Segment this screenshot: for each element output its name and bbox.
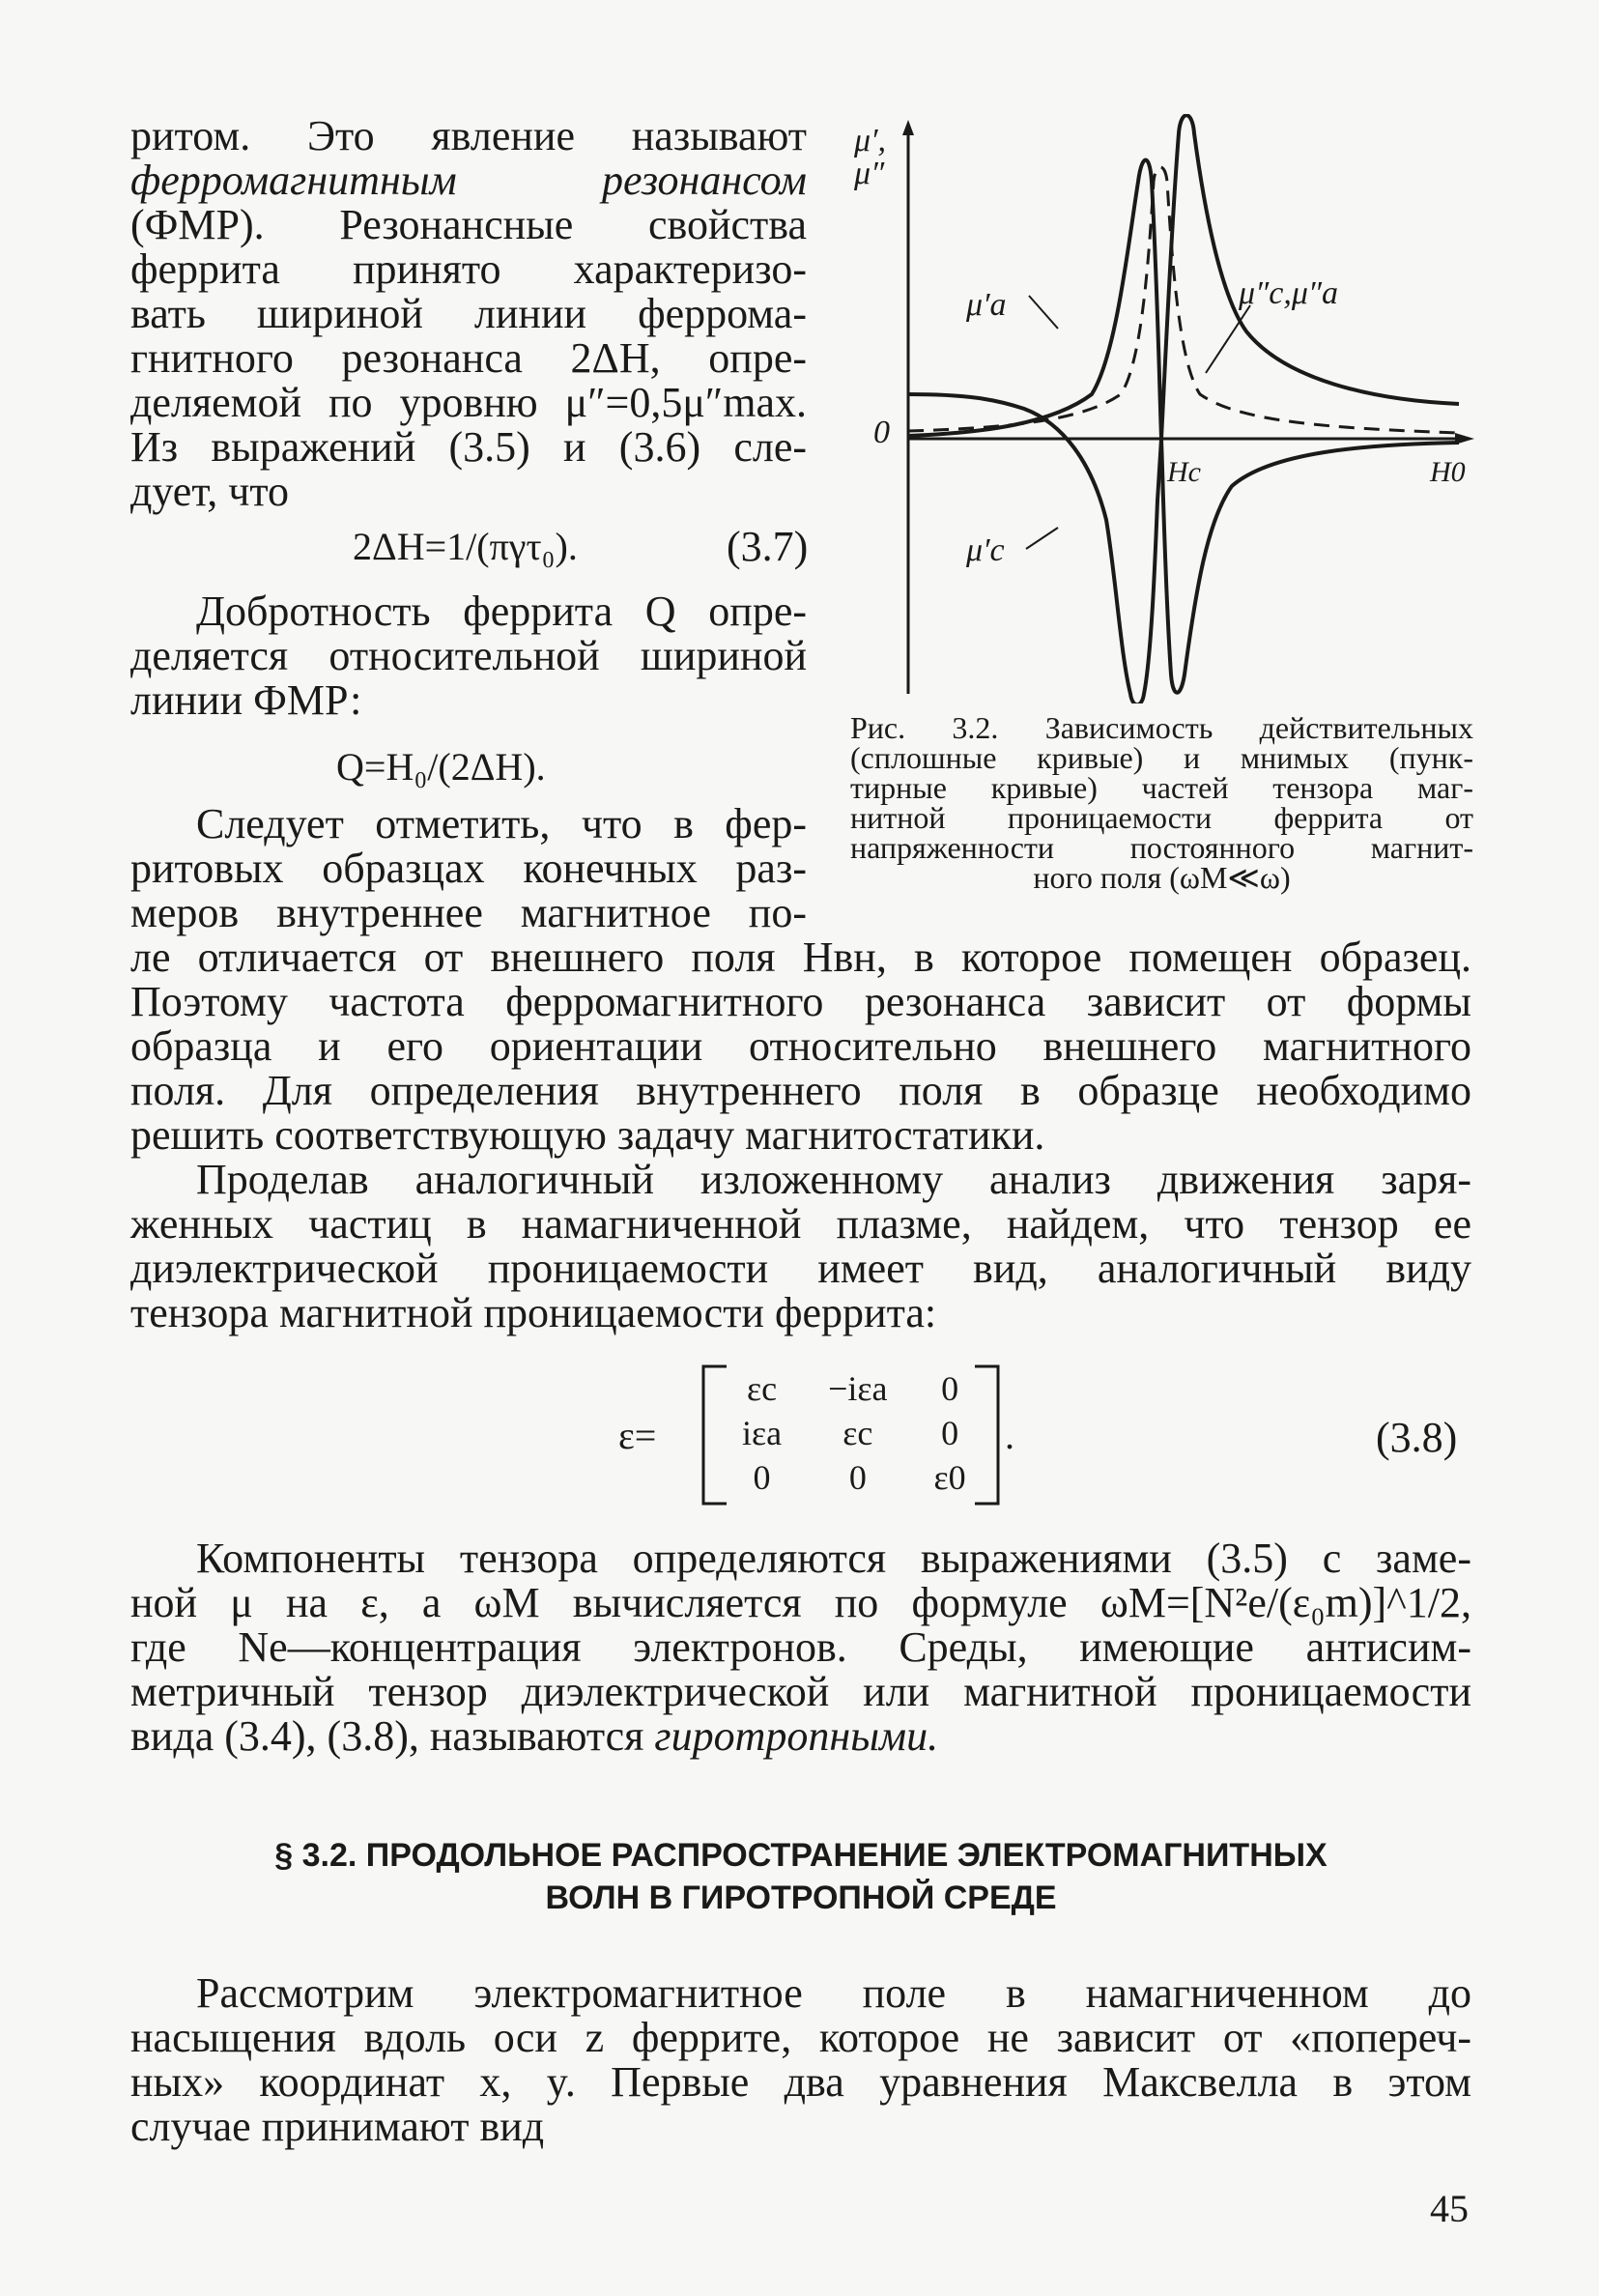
s-paragraph <box>130 802 807 935</box>
leader-mu-c <box>1026 528 1058 549</box>
text-line: ной μ на ε, а ωM вычисляется по формуле ωM=[N²e/(ε₀m)]^1/2, <box>130 1579 1471 1626</box>
paragraph-2 <box>130 1158 1471 1335</box>
text-line: (ФМР). Резонансные свойства <box>130 201 807 248</box>
caption-line: напряженности постоянного магнит- <box>850 830 1473 865</box>
y-axis-arrow <box>902 120 914 135</box>
origin-label: 0 <box>873 415 890 450</box>
text-line: диэлектрической проницаемости имеет вид, аналогичный виду <box>130 1245 1471 1292</box>
leader-mu-c-dd <box>1206 305 1250 373</box>
matrix-cell: εc <box>842 1414 873 1452</box>
text-line: поля. Для определения внутреннего поля в образце необходимо <box>130 1067 1471 1114</box>
figure-caption <box>850 710 1473 895</box>
caption-line: ного поля (ωM≪ω) <box>1033 860 1291 895</box>
heading-line: § 3.2. ПРОДОЛЬНОЕ РАСПРОСТРАНЕНИЕ ЭЛЕКТРОМАГНИТНЫХ <box>274 1837 1328 1874</box>
y-axis-label: μ″ <box>854 156 885 191</box>
mu-a-real-curve <box>908 115 1459 703</box>
text-line: Следует отметить, что в фер- <box>196 800 807 847</box>
y-axis-label: μ′, <box>854 123 887 158</box>
text-line: Компоненты тензора определяются выражениями (3.5) с заме- <box>196 1535 1471 1582</box>
matrix-lhs: ε= <box>618 1414 657 1457</box>
matrix-cell: 0 <box>941 1369 959 1408</box>
text-line: где Ne—концентрация электронов. Среды, имеющие антисим- <box>130 1623 1471 1671</box>
leader-mu-a <box>1029 296 1058 329</box>
caption-line: нитной проницаемости феррита от <box>850 800 1473 835</box>
italic-term: ферромагнитным резонансом <box>130 157 807 204</box>
label-mu-c-dd: μ″c,μ″a <box>1239 275 1339 311</box>
text-line: дует, что <box>130 468 290 515</box>
text-line: ле отличается от внешнего поля Hвн, в которое помещен образец. <box>130 933 1471 981</box>
matrix-cell: iεa <box>742 1414 783 1452</box>
matrix-table <box>719 1366 989 1500</box>
matrix-row <box>719 1455 989 1500</box>
text-line: ных» координат x, y. Первые два уравнения Максвелла в этом <box>130 2058 1471 2106</box>
figure-3-2 <box>850 114 1478 703</box>
text-line: решить соответствующую задачу магнитостатики. <box>130 1111 1045 1159</box>
text-line: гнитного резонанса 2ΔH, опре- <box>130 334 807 382</box>
caption-line: тирные кривые) частей тензора маг- <box>850 770 1473 805</box>
text-line: Проделав аналогичный изложенному анализ движения заря- <box>196 1156 1471 1203</box>
text-line: деляемой по уровню μ″=0,5μ″max. <box>130 379 807 426</box>
matrix-cell: −iεa <box>828 1369 888 1408</box>
text-line <box>130 158 807 203</box>
label-mu-c: μ′c <box>966 532 1005 568</box>
matrix-row <box>719 1366 989 1411</box>
heading-line: ВОЛН В ГИРОТРОПНОЙ СРЕДЕ <box>545 1880 1057 1916</box>
page-number: 45 <box>1430 2187 1469 2230</box>
caption-line: Рис. 3.2. Зависимость действительных <box>850 710 1473 745</box>
text-span: вида (3.4), (3.8), называются <box>130 1712 655 1760</box>
matrix-cell: ε0 <box>933 1458 966 1497</box>
text-line: деляется относительной шириной <box>130 632 807 679</box>
text-line: меров внутреннее магнитное по- <box>130 889 807 936</box>
text-line: вать шириной линии феррома- <box>130 290 807 337</box>
paragraph-4 <box>130 1971 1471 2149</box>
text-line: линии ФМР: <box>130 676 362 724</box>
equation-q: Q=H₀/(2ΔH). <box>336 745 546 789</box>
text-line: образца и его ориентации относительно внешнего магнитного <box>130 1022 1471 1070</box>
matrix-cell: 0 <box>848 1458 867 1497</box>
text-line: случае принимают вид <box>130 2103 545 2150</box>
text-line: женных частиц в намагниченной плазме, найдем, что тензор ее <box>130 1200 1471 1248</box>
text-line: насыщения вдоль оси z феррите, которое не зависит от «попереч- <box>130 2014 1471 2061</box>
caption-line: (сплошные кривые) и мнимых (пунк- <box>850 740 1473 775</box>
equation-number: (3.7) <box>727 523 809 570</box>
section-heading <box>130 1834 1471 1919</box>
text-line: Рассмотрим электромагнитное поле в намагниченном до <box>196 1969 1471 2017</box>
matrix-row <box>719 1411 989 1455</box>
q-paragraph <box>130 589 807 723</box>
matrix-cell: 0 <box>753 1458 771 1497</box>
matrix-dot: . <box>1005 1414 1014 1457</box>
left-column-text <box>130 114 807 514</box>
text-line: Поэтому частота ферромагнитного резонанса зависит от формы <box>130 978 1471 1025</box>
label-h0: H0 <box>1430 456 1466 488</box>
text-line: метричный тензор диэлектрической или магнитной проницаемости <box>130 1668 1471 1715</box>
text-line: Добротность феррита Q опре- <box>196 588 807 635</box>
paragraph-1 <box>130 935 1471 1158</box>
text-line: ритовых образцах конечных раз- <box>130 845 807 892</box>
text-line: тензора магнитной проницаемости феррита: <box>130 1289 937 1336</box>
right-bracket <box>969 1363 1004 1507</box>
italic-term: гиротропными. <box>654 1712 939 1760</box>
matrix-cell: 0 <box>941 1414 959 1452</box>
paragraph-3 <box>130 1536 1471 1759</box>
text-line <box>130 1714 1471 1759</box>
text-line: феррита принято характеризо- <box>130 245 807 293</box>
equation-3-7: 2ΔH=1/(πγτ₀). <box>353 525 578 568</box>
text-line: Из выражений (3.5) и (3.6) сле- <box>130 423 807 471</box>
label-mu-a: μ′a <box>966 287 1007 323</box>
text-line: ритом. Это явление называют <box>130 112 807 159</box>
matrix-cell: εc <box>747 1369 778 1408</box>
equation-number: (3.8) <box>1376 1414 1458 1461</box>
label-hc: Hc <box>1167 456 1201 488</box>
